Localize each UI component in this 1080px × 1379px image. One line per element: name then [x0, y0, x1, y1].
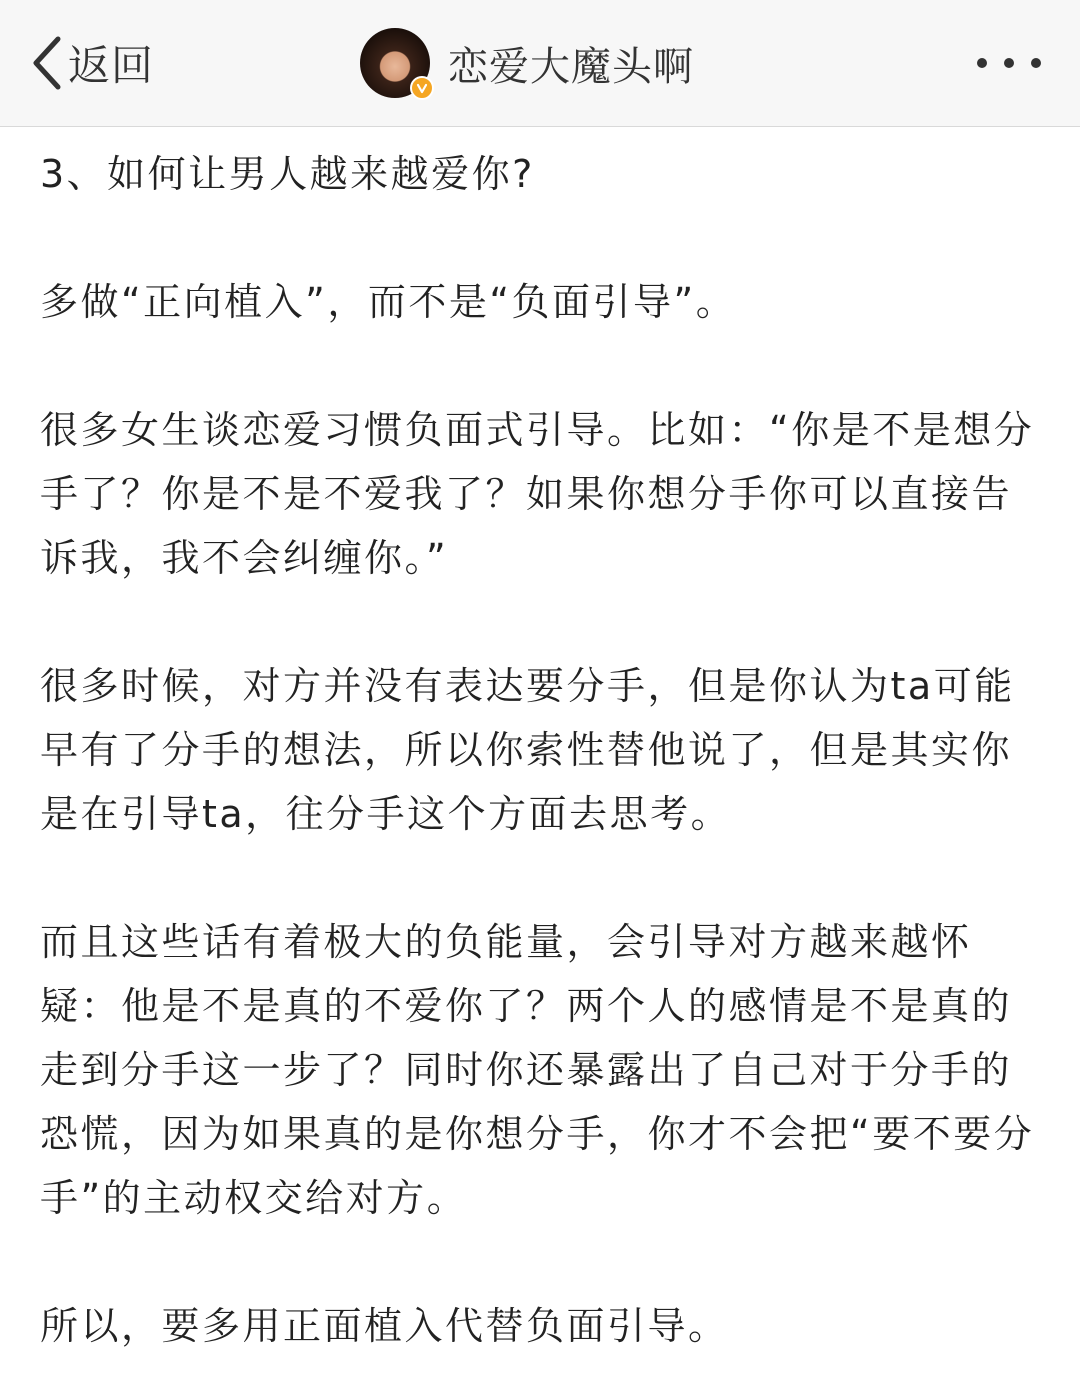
top-navigation-bar — [0, 0, 1080, 127]
article-paragraph: 3、如何让男人越来越爱你? — [40, 152, 535, 196]
article-body — [40, 142, 1040, 1358]
more-button[interactable] — [974, 50, 1044, 76]
article-paragraph: 所以，要多用正面植入代替负面引导。 — [40, 1304, 729, 1348]
back-chevron-icon — [30, 33, 64, 93]
article-paragraph: 很多时候，对方并没有表达要分手，但是你认为ta可能早有了分手的想法，所以你索性替他说了，但是其实你是在引导ta，往分手这个方面去思考。 — [40, 664, 1015, 836]
avatar[interactable] — [360, 28, 430, 98]
article-paragraph: 多做“正向植入”，而不是“负面引导”。 — [40, 280, 737, 324]
more-dots-icon — [974, 61, 1044, 80]
profile-title[interactable] — [360, 26, 694, 100]
article-paragraph: 很多女生谈恋爱习惯负面式引导。比如：“你是不是想分手了？你是不是不爱我了？如果你想分手你可以直接告诉我，我不会纠缠你。” — [40, 408, 1035, 580]
back-button[interactable] — [30, 28, 154, 98]
verified-badge-icon — [410, 76, 434, 100]
back-label: 返回 — [68, 41, 155, 90]
page-title: 恋爱大魔头啊 — [448, 43, 694, 90]
article-paragraph: 而且这些话有着极大的负能量，会引导对方越来越怀疑：他是不是真的不爱你了？两个人的感情是不是真的走到分手这一步了？同时你还暴露出了自己对于分手的恐慌，因为如果真的是你想分手，你才不会把“要不要分手”的主动权交给对方。 — [40, 920, 1035, 1220]
